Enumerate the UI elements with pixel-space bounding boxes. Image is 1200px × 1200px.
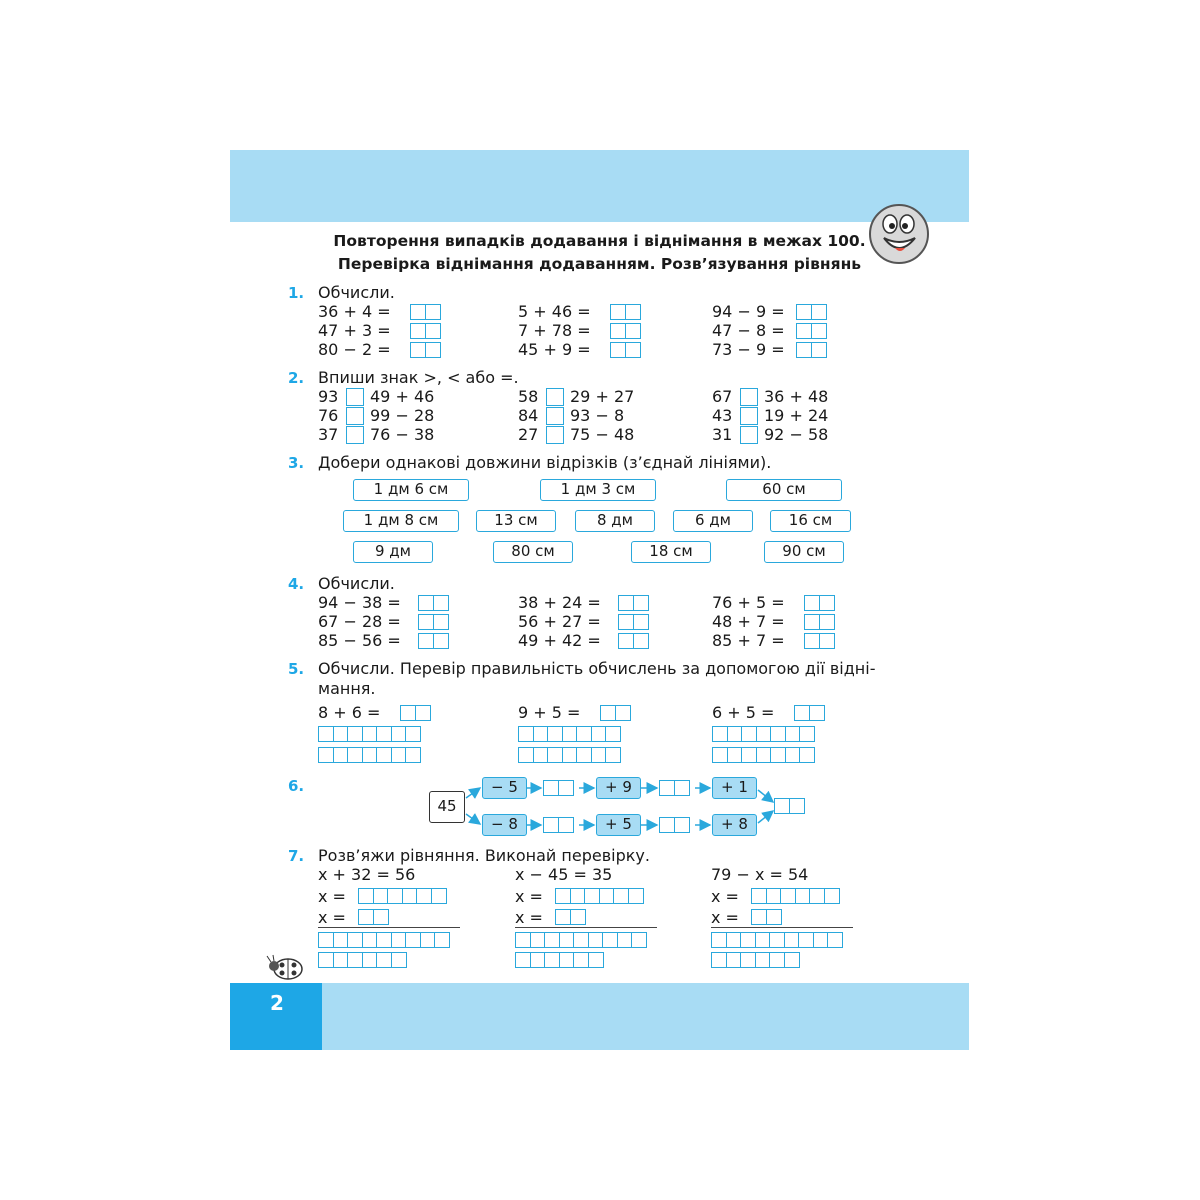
compare-left-value: 67	[712, 387, 733, 406]
divider-line	[711, 927, 853, 928]
segment-card[interactable]: 80 см	[493, 541, 573, 563]
math-expression: 7 + 78 =	[518, 321, 591, 340]
answer-cells[interactable]	[543, 780, 572, 796]
answer-cell[interactable]	[558, 780, 574, 796]
chain-start-value: 45	[429, 791, 465, 823]
divider-line	[318, 927, 460, 928]
compare-left-value: 43	[712, 406, 733, 425]
answer-cells[interactable]	[358, 888, 445, 904]
exercise-instruction-cont: мання.	[318, 679, 376, 698]
equation: x − 45 = 35	[515, 865, 613, 884]
check-cells[interactable]	[515, 952, 602, 968]
compare-right-expression: 36 + 48	[764, 387, 829, 406]
workbook-page	[230, 150, 969, 1050]
segment-card[interactable]: 6 дм	[673, 510, 753, 532]
ladybug-icon	[266, 952, 306, 982]
math-expression: 6 + 5 =	[712, 703, 775, 722]
exercise-number: 5.	[288, 660, 305, 678]
compare-left-value: 27	[518, 425, 539, 444]
math-expression: 94 − 38 =	[318, 593, 401, 612]
chain-operation: − 5	[482, 777, 527, 799]
check-cells[interactable]	[318, 952, 405, 968]
answer-cell[interactable]	[766, 909, 782, 925]
divider-line	[515, 927, 657, 928]
x-label: x =	[515, 908, 543, 927]
x-label: x =	[711, 887, 739, 906]
answer-cells[interactable]	[543, 817, 572, 833]
page-title: Повторення випадків додавання і віднімання в межах 100.	[333, 232, 866, 250]
exercise-number: 3.	[288, 454, 305, 472]
exercise-instruction: Впиши знак >, < або =.	[318, 368, 519, 387]
segment-card[interactable]: 1 дм 3 см	[540, 479, 656, 501]
compare-right-expression: 29 + 27	[570, 387, 635, 406]
bottom-band	[230, 983, 969, 1050]
page-subtitle: Перевірка віднімання додаванням. Розв’язування рівнянь	[337, 255, 862, 273]
segment-card[interactable]: 13 см	[476, 510, 556, 532]
compare-left-value: 93	[318, 387, 339, 406]
compare-right-expression: 76 − 38	[370, 425, 435, 444]
math-expression: 73 − 9 =	[712, 340, 785, 359]
answer-cells[interactable]	[751, 888, 838, 904]
answer-cell[interactable]	[824, 888, 840, 904]
answer-cell[interactable]	[431, 888, 447, 904]
compare-right-expression: 75 − 48	[570, 425, 635, 444]
math-expression: 67 − 28 =	[318, 612, 401, 631]
answer-cells[interactable]	[555, 909, 584, 925]
exercise-instruction: Обчисли.	[318, 283, 395, 302]
x-label: x =	[515, 887, 543, 906]
math-expression: 36 + 4 =	[318, 302, 391, 321]
math-expression: 5 + 46 =	[518, 302, 591, 321]
answer-cell[interactable]	[631, 932, 647, 948]
answer-cells[interactable]	[659, 780, 688, 796]
x-label: x =	[318, 887, 346, 906]
chain-operation: + 5	[596, 814, 641, 836]
exercise-number: 6.	[288, 777, 305, 795]
segment-card[interactable]: 90 см	[764, 541, 844, 563]
x-label: x =	[318, 908, 346, 927]
math-expression: 47 − 8 =	[712, 321, 785, 340]
math-expression: 94 − 9 =	[712, 302, 785, 321]
answer-cell[interactable]	[827, 932, 843, 948]
check-cells[interactable]	[515, 932, 646, 948]
compare-right-expression: 19 + 24	[764, 406, 829, 425]
chain-operation: + 9	[596, 777, 641, 799]
check-cells[interactable]	[711, 932, 842, 948]
math-expression: 9 + 5 =	[518, 703, 581, 722]
exercise-instruction: Добери однакові довжини відрізків (з’єднай лініями).	[318, 453, 772, 472]
exercise-instruction: Розв’яжи рівняння. Виконай перевірку.	[318, 846, 650, 865]
answer-cell[interactable]	[570, 909, 586, 925]
chain-operation: + 8	[712, 814, 757, 836]
compare-left-value: 76	[318, 406, 339, 425]
exercise-number: 1.	[288, 284, 305, 302]
answer-cell[interactable]	[674, 817, 690, 833]
answer-cells[interactable]	[555, 888, 642, 904]
answer-cell[interactable]	[391, 952, 407, 968]
answer-cell[interactable]	[784, 952, 800, 968]
check-cells[interactable]	[318, 932, 449, 948]
exercise-number: 7.	[288, 847, 305, 865]
math-expression: 49 + 42 =	[518, 631, 601, 650]
answer-cell[interactable]	[789, 798, 805, 814]
answer-cell[interactable]	[628, 888, 644, 904]
math-expression: 45 + 9 =	[518, 340, 591, 359]
answer-cells[interactable]	[751, 909, 780, 925]
compare-left-value: 37	[318, 425, 339, 444]
math-expression: 47 + 3 =	[318, 321, 391, 340]
compare-left-value: 58	[518, 387, 539, 406]
math-expression: 8 + 6 =	[318, 703, 381, 722]
page-number: 2	[270, 991, 284, 1015]
answer-cells[interactable]	[774, 798, 803, 814]
exercise-instruction: Обчисли. Перевір правильність обчислень за допомогою дії відні-	[318, 659, 876, 678]
compare-right-expression: 93 − 8	[570, 406, 625, 425]
math-expression: 85 + 7 =	[712, 631, 785, 650]
answer-cells[interactable]	[659, 817, 688, 833]
answer-cell[interactable]	[588, 952, 604, 968]
math-expression: 80 − 2 =	[318, 340, 391, 359]
math-expression: 85 − 56 =	[318, 631, 401, 650]
segment-card[interactable]: 1 дм 8 см	[343, 510, 459, 532]
segment-card[interactable]: 8 дм	[575, 510, 655, 532]
equation: x + 32 = 56	[318, 865, 416, 884]
answer-cell[interactable]	[434, 932, 450, 948]
answer-cell[interactable]	[558, 817, 574, 833]
exercise-number: 2.	[288, 369, 305, 387]
segment-card[interactable]: 16 см	[770, 510, 851, 532]
answer-cell[interactable]	[674, 780, 690, 796]
equation: 79 − x = 54	[711, 865, 809, 884]
answer-cell[interactable]	[373, 909, 389, 925]
check-cells[interactable]	[711, 952, 798, 968]
math-expression: 48 + 7 =	[712, 612, 785, 631]
exercise-number: 4.	[288, 575, 305, 593]
answer-cells[interactable]	[358, 909, 387, 925]
exercise-instruction: Обчисли.	[318, 574, 395, 593]
chain-operation: + 1	[712, 777, 757, 799]
math-expression: 38 + 24 =	[518, 593, 601, 612]
segment-card[interactable]: 9 дм	[353, 541, 433, 563]
chain-operation: − 8	[482, 814, 527, 836]
x-label: x =	[711, 908, 739, 927]
compare-right-expression: 99 − 28	[370, 406, 435, 425]
segment-card[interactable]: 18 см	[631, 541, 711, 563]
segment-card[interactable]: 60 см	[726, 479, 842, 501]
segment-card[interactable]: 1 дм 6 см	[353, 479, 469, 501]
compare-right-expression: 92 − 58	[764, 425, 829, 444]
compare-right-expression: 49 + 46	[370, 387, 435, 406]
compare-left-value: 31	[712, 425, 733, 444]
math-expression: 76 + 5 =	[712, 593, 785, 612]
math-expression: 56 + 27 =	[518, 612, 601, 631]
compare-left-value: 84	[518, 406, 539, 425]
